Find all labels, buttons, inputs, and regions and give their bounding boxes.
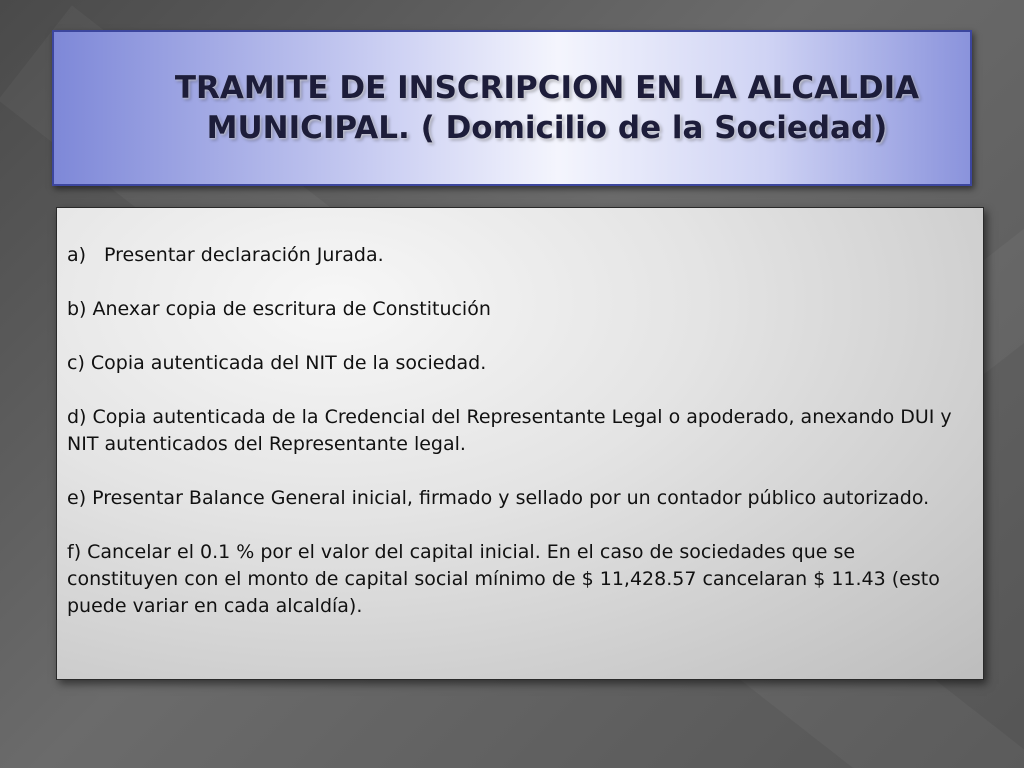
list-item: d) Copia autenticada de la Credencial del Representante Legal o apoderado, anexando DUI y NIT autenticados del Representante legal. [67,406,952,455]
slide-title-box [52,30,972,186]
requirements-panel [56,207,984,680]
slide-title [54,68,970,148]
slide-title-line-2: MUNICIPAL. ( Domicilio de la Sociedad) [206,110,888,146]
requirements-list [67,242,967,620]
list-item-marker: a) [67,244,87,266]
list-item [67,242,967,269]
list-item: c) Copia autenticada del NIT de la sociedad. [67,352,487,374]
list-item-text: Presentar declaración Jurada. [104,244,384,266]
list-item: f) Cancelar el 0.1 % por el valor del capital inicial. En el caso de sociedades que se constituyen con el monto de capital social mínimo de $ 11,428.57 cancelaran $ 11.43 (esto puede variar en cada alcaldía). [67,541,940,617]
list-item: e) Presentar Balance General inicial, firmado y sellado por un contador público autorizado. [67,487,930,509]
list-item: b) Anexar copia de escritura de Constitución [67,298,491,320]
slide-title-line-1: TRAMITE DE INSCRIPCION EN LA ALCALDIA [174,70,920,106]
